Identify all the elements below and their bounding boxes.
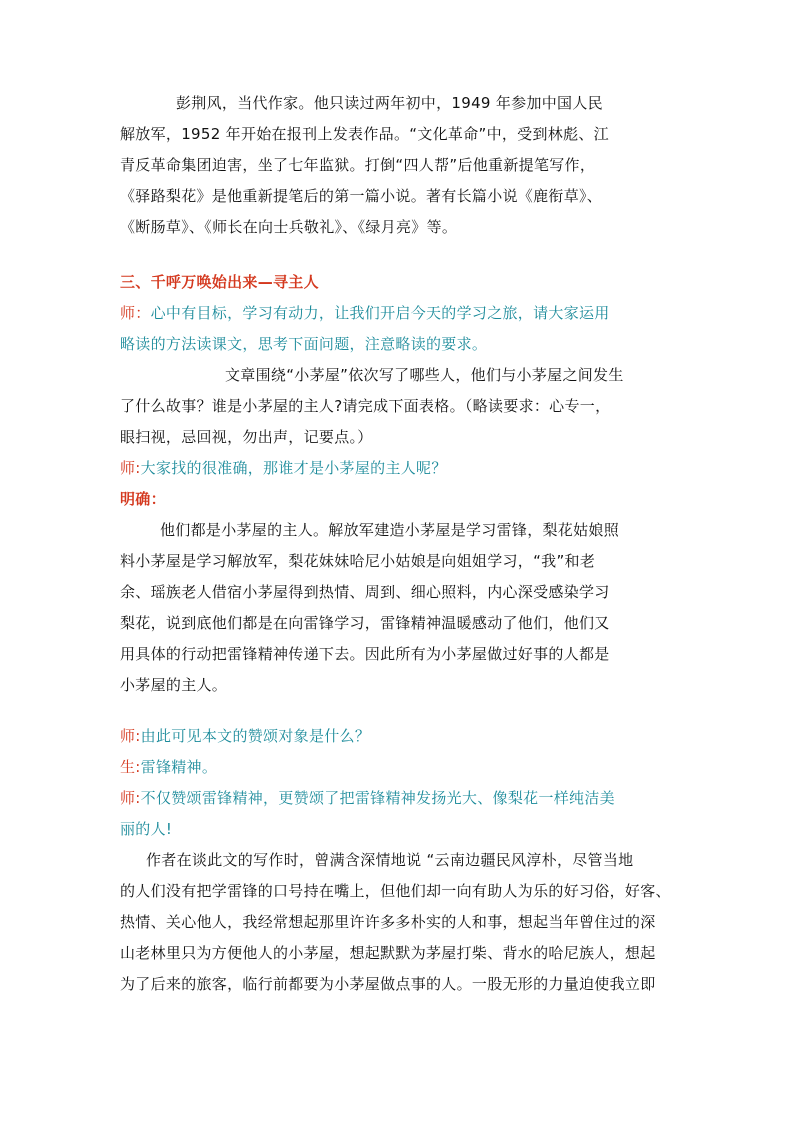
clarify-label: 明确： [120,490,166,508]
teacher-text: 心中有目标，学习有动力，让我们开启今天的学习之旅，请大家运用 [150,304,610,322]
teacher-text: 不仅赞颂雷锋精神，更赞颂了把雷锋精神发扬光大、像梨花一样纯洁美 [140,789,615,807]
speaker-label: 生: [120,758,141,776]
teacher-text: 略读的方法读课文，思考下面问题，注意略读的要求。 [120,335,488,353]
teacher-line [120,783,675,814]
dialogue-block [120,721,675,845]
quote-line: 山老林里只为方便他人的小茅屋，想起默默为茅屋打柴、背水的哈尼族人，想起 [120,944,656,962]
answer-line: 梨花，说到底他们都是在向雷锋学习，雷锋精神温暖感动了他们，他们又 [120,614,610,632]
bio-line: 《驿路梨花》是他重新提笔后的第一篇小说。著有长篇小说《鹿衔草》、 [120,187,603,205]
bio-line: 彭荆风，当代作家。他只读过两年初中，1949 年参加中国人民 [176,94,603,112]
bio-line: 解放军，1952 年开始在报刊上发表作品。“文化革命”中，受到林彪、江 [120,125,609,143]
teacher-text: 大家找的很准确，那谁才是小茅屋的主人呢？ [140,459,447,477]
teacher-text: 由此可见本文的赞颂对象是什么？ [140,727,371,745]
teacher-line [120,298,675,329]
task-line: 文章围绕“小茅屋”依次写了哪些人，他们与小茅屋之间发生 [225,366,624,384]
answer-line: 小茅屋的主人。 [120,676,228,694]
answer-line: 他们都是小茅屋的主人。解放军建造小茅屋是学习雷锋，梨花姑娘照 [160,521,620,539]
bio-line: 《断肠草》、《师长在向士兵敬礼》、《绿月亮》等。 [120,218,458,236]
speaker-label: 师: [120,789,141,807]
student-text: 雷锋精神。 [140,758,218,776]
author-quote [120,845,675,1000]
teacher-text: 丽的人! [120,820,173,838]
quote-line: 作者在谈此文的写作时，曾满含深情地说 “云南边疆民风淳朴，尽管当地 [146,851,634,869]
answer-line: 余、瑶族老人借宿小茅屋得到热情、周到、细心照料，内心深受感染学习 [120,583,610,601]
section-heading: 三、千呼万唤始出来—寻主人 [120,273,319,291]
document-content [120,88,675,1000]
student-line [120,752,675,783]
quote-line: 热情、关心他人，我经常想起那里许许多多朴实的人和事，想起当年曾住过的深 [120,913,656,931]
bio-line: 青反革命集团迫害，坐了七年监狱。打倒“四人帮”后他重新提笔写作， [120,156,596,174]
quote-line: 为了后来的旅客，临行前都要为小茅屋做点事的人。一股无形的力量迫使我立即 [120,975,656,993]
answer-line: 用具体的行动把雷锋精神传递下去。因此所有为小茅屋做过好事的人都是 [120,645,610,663]
answer-line: 料小茅屋是学习解放军，梨花妹妹哈尼小姑娘是向姐姐学习，“我”和老 [120,552,596,570]
speaker-label: 师: [120,727,141,745]
task-line: 了什么故事？谁是小茅屋的主人?请完成下面表格。（略读要求：心专一， [120,397,611,415]
section-find-owner [120,267,675,701]
speaker-label: 师： [120,304,151,322]
teacher-line [120,721,675,752]
author-bio [120,88,675,243]
task-line: 眼扫视，忌回视，勿出声，记要点。） [120,428,373,446]
quote-line: 的人们没有把学雷锋的口号持在嘴上，但他们却一向有助人为乐的好习俗，好客、 [120,882,671,900]
speaker-label: 师: [120,459,141,477]
teacher-line [120,453,675,484]
